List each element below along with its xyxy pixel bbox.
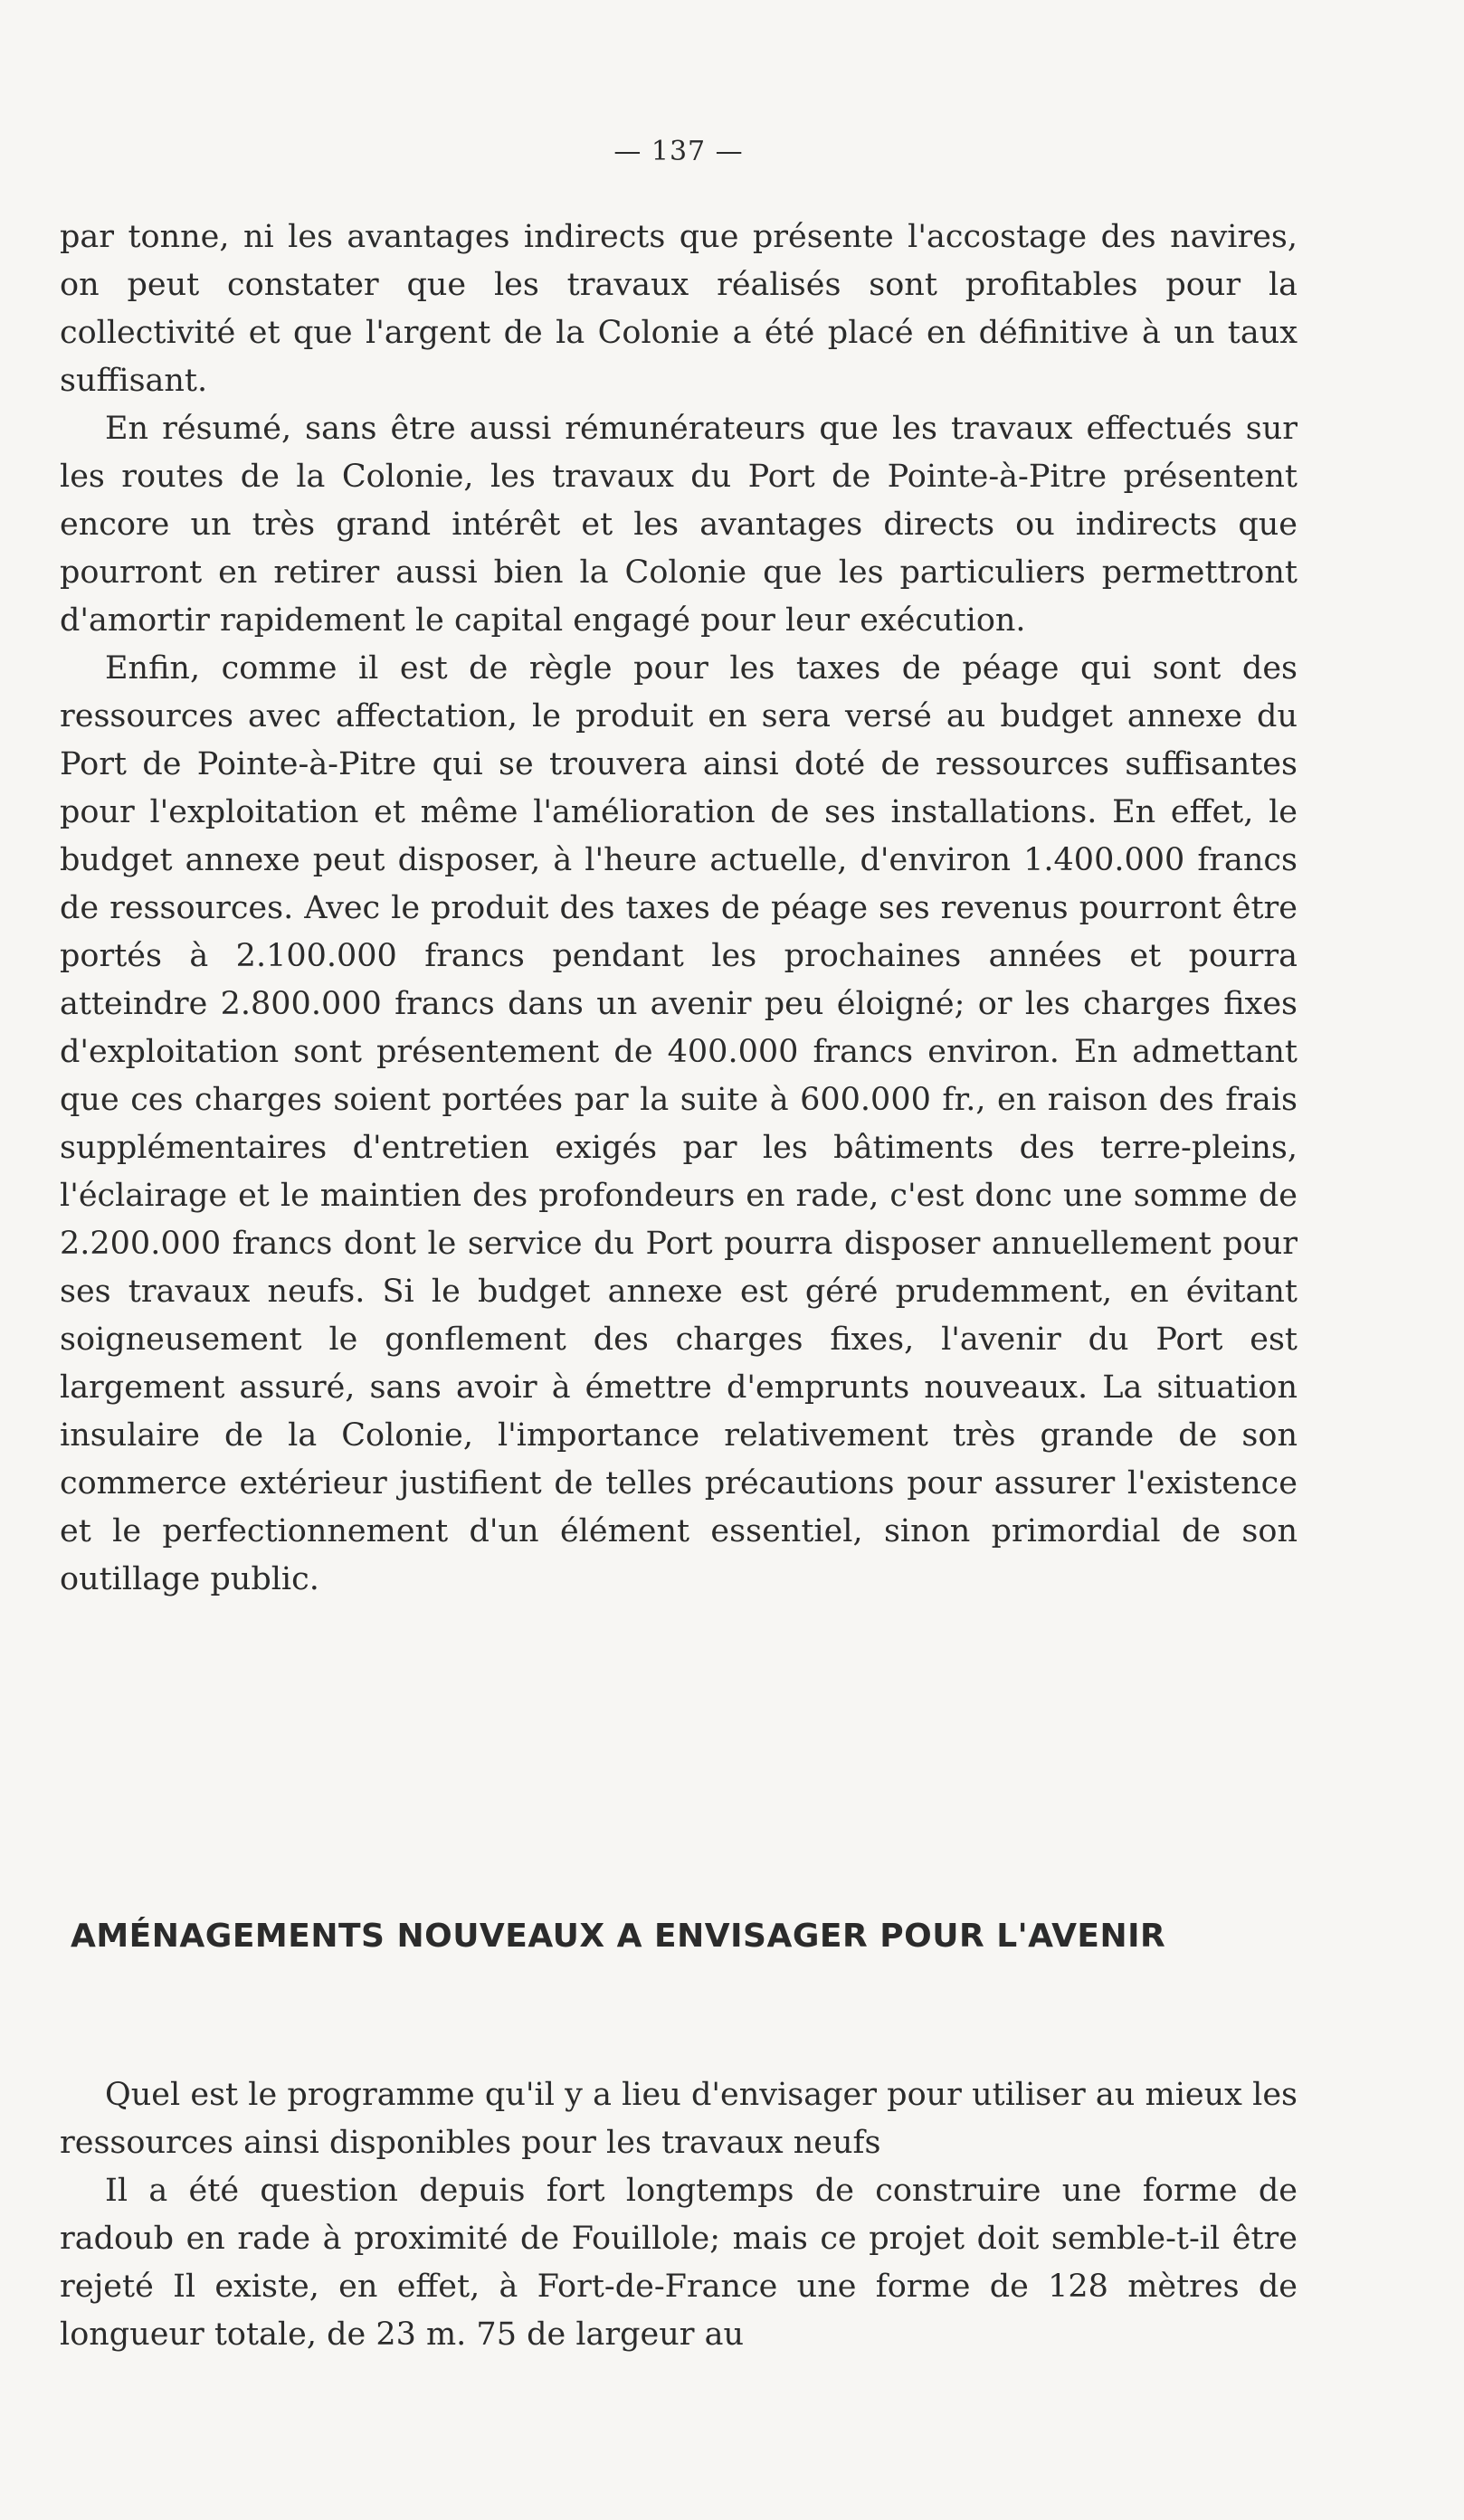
paragraph: Il a été question depuis fort longtemps de construire une forme de radoub en rade à proximité de Fouillole; mais ce projet doit semble-t-il être rejeté Il existe, en effet, à Fort-de-France une forme de 128 mètres de longueur totale, de 23 m. 75 de largeur au	[60, 2173, 1298, 2353]
section-body-2	[60, 2071, 1298, 2359]
paragraph: Quel est le programme qu'il y a lieu d'envisager pour utiliser au mieux les ressources ainsi disponibles pour les travaux neufs	[60, 2077, 1298, 2161]
section-body-1	[60, 213, 1298, 1604]
paragraph: par tonne, ni les avantages indirects que présente l'accostage des navires, on peut constater que les travaux réalisés sont profitables pour la collectivité et que l'argent de la Colonie a été placé en définitive à un taux suffisant.	[60, 219, 1298, 399]
section-heading: AMÉNAGEMENTS NOUVEAUX A ENVISAGER POUR L'AVENIR	[71, 1918, 1166, 1955]
paragraph: En résumé, sans être aussi rémunérateurs que les travaux effectués sur les routes de la Colonie, les travaux du Port de Pointe-à-Pitre présentent encore un très grand intérêt et les avantages directs ou indirects que pourront en retirer aussi bien la Colonie que les particuliers permettront d'amortir rapidement le capital engagé pour leur exécution.	[60, 411, 1298, 639]
page-number: — 137 —	[613, 136, 744, 167]
paragraph: Enfin, comme il est de règle pour les taxes de péage qui sont des ressources avec affectation, le produit en sera versé au budget annexe du Port de Pointe-à-Pitre qui se trouvera ainsi doté de ressources suffisantes pour l'exploitation et même l'amélioration de ses installations. En effet, le budget annexe peut disposer, à l'heure actuelle, d'environ 1.400.000 francs de ressources. Avec le produit des taxes de péage ses revenus pourront être portés à 2.100.000 francs pendant les prochaines années et pourra atteindre 2.800.000 francs dans un avenir peu éloigné; or les charges fixes d'exploitation sont présentement de 400.000 francs environ. En admettant que ces charges soient portées par la suite à 600.000 fr., en raison des frais supplémentaires d'entretien exigés par les bâtiments des terre-pleins, l'éclairage et le maintien des profondeurs en rade, c'est donc une somme de 2.200.000 francs dont le service du Port pourra disposer annuellement pour ses travaux neufs. Si le budget annexe est géré prudemment, en évitant soigneusement le gonflement des charges fixes, l'avenir du Port est largement assuré, sans avoir à émettre d'emprunts nouveaux. La situation insulaire de la Colonie, l'importance relativement très grande de son commerce extérieur justifient de telles précautions pour assurer l'existence et le perfectionnement d'un élément essentiel, sinon primordial de son outillage public.	[60, 650, 1298, 1597]
